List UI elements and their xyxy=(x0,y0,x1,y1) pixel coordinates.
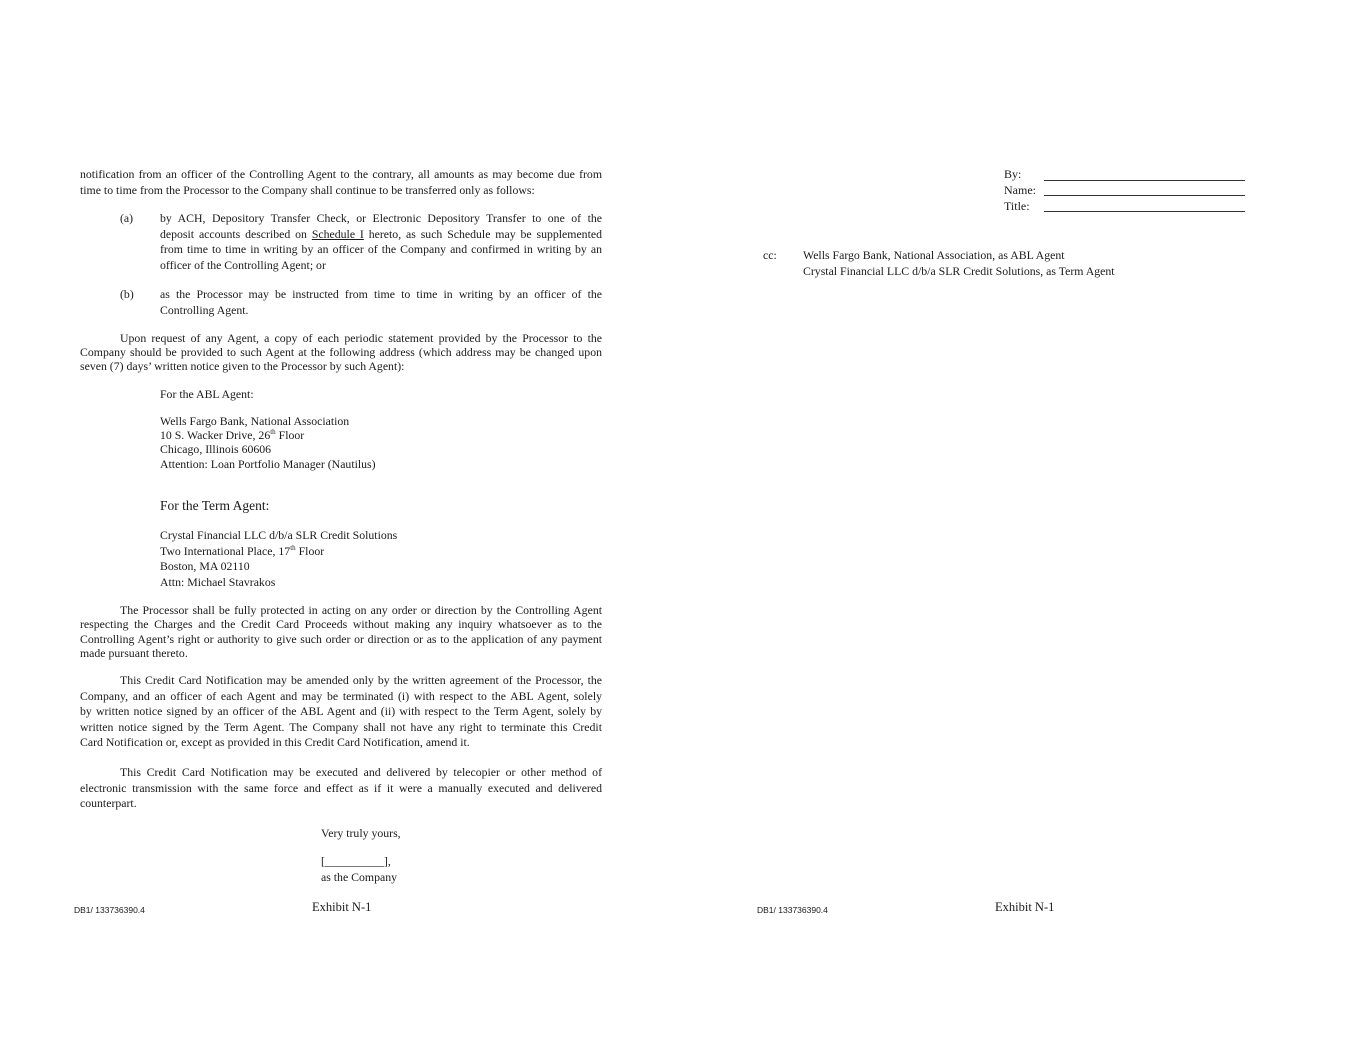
item-a-line xyxy=(160,227,602,243)
protection-line: The Processor shall be fully protected in acting on any order or direction by the Controlling Agent xyxy=(120,603,602,617)
item-b-line: Controlling Agent. xyxy=(160,302,249,317)
address-line: Boston, MA 02110 xyxy=(160,559,250,574)
exhibit-label: Exhibit N-1 xyxy=(312,900,372,914)
protection-paragraph xyxy=(80,603,602,660)
by-signature-line xyxy=(1044,180,1245,181)
item-a-text-pre: deposit accounts described on xyxy=(160,226,312,241)
amendment-line: This Credit Card Notification may be amended only by the written agreement of the Processor, the xyxy=(120,673,602,687)
item-b-text xyxy=(160,287,602,318)
closing-salutation: Very truly yours, xyxy=(321,826,401,840)
amendment-line: Company, and an officer of each Agent and may be terminated (i) with respect to the ABL Agent, solely xyxy=(80,688,602,703)
item-b xyxy=(120,287,602,319)
address-line: Crystal Financial LLC d/b/a SLR Credit Solutions xyxy=(160,528,398,542)
cc-recipients xyxy=(803,248,1115,279)
protection-line: respecting the Charges and the Credit Card Proceeds without making any inquiry whatsoever as to the xyxy=(80,617,602,632)
amendment-line: written notice signed by the Term Agent. The Company shall not have any right to terminate this Credit xyxy=(80,719,602,734)
cc-recipient: Crystal Financial LLC d/b/a SLR Credit Solutions, as Term Agent xyxy=(803,263,1115,278)
address-line: Chicago, Illinois 60606 xyxy=(160,442,272,457)
intro-line: time to time from the Processor to the Company shall continue to be transferred only as follows: xyxy=(80,182,535,197)
item-a-text xyxy=(160,211,602,273)
right-page xyxy=(683,0,1365,1055)
request-line: seven (7) days’ written notice given to the Processor by such Agent): xyxy=(80,359,405,374)
execution-line: counterpart. xyxy=(80,796,137,811)
abl-agent-address xyxy=(160,414,376,471)
protection-line: Controlling Agent’s right or authority to give such order or direction or as to the application of any payment xyxy=(80,631,602,646)
request-line: Company should be provided to such Agent at the following address (which address may be changed upon xyxy=(80,345,602,360)
intro-line: notification from an officer of the Controlling Agent to the contrary, all amounts as may become due from xyxy=(80,167,602,181)
execution-line: This Credit Card Notification may be executed and delivered by telecopier or other method of xyxy=(120,765,602,779)
title-signature-line xyxy=(1044,211,1245,212)
item-a-label: (a) xyxy=(120,211,134,225)
item-a xyxy=(120,211,602,275)
item-b-line: as the Processor may be instructed from time to time in writing by an officer of the xyxy=(160,287,602,301)
item-a-line: by ACH, Depository Transfer Check, or Electronic Depository Transfer to one of the xyxy=(160,211,602,225)
signatory-placeholder: [__________], xyxy=(321,854,391,868)
intro-paragraph xyxy=(80,167,602,198)
request-paragraph xyxy=(80,331,602,374)
by-label: By: xyxy=(1004,167,1022,181)
term-agent-address xyxy=(160,528,397,590)
cc-recipient: Wells Fargo Bank, National Association, as ABL Agent xyxy=(803,248,1065,262)
abl-agent-heading: For the ABL Agent: xyxy=(160,387,254,401)
exhibit-label: Exhibit N-1 xyxy=(995,900,1055,914)
name-signature-line xyxy=(1044,195,1245,196)
amendment-paragraph xyxy=(80,673,602,751)
company-signature-block xyxy=(321,854,397,885)
execution-paragraph xyxy=(80,765,602,812)
item-a-text-post: hereto, as such Schedule may be supplemented xyxy=(363,226,602,241)
request-line: Upon request of any Agent, a copy of each periodic statement provided by the Processor to the xyxy=(120,331,602,345)
execution-line: electronic transmission with the same force and effect as if it were a manually executed and delivered xyxy=(80,780,602,795)
address-line: Attn: Michael Stavrakos xyxy=(160,574,276,589)
address-line: Wells Fargo Bank, National Association xyxy=(160,414,350,428)
document-id: DB1/ 133736390.4 xyxy=(74,905,145,915)
address-line: Attention: Loan Portfolio Manager (Nautilus) xyxy=(160,456,376,471)
protection-line: made pursuant thereto. xyxy=(80,645,188,660)
address-line: 10 S. Wacker Drive, 26th Floor xyxy=(160,428,305,443)
address-line: Two International Place, 17th Floor xyxy=(160,543,325,558)
item-a-line: officer of the Controlling Agent; or xyxy=(160,257,326,272)
signatory-capacity: as the Company xyxy=(321,869,398,884)
schedule-i-reference: Schedule I xyxy=(311,226,364,241)
amendment-line: by written notice signed by an officer of the ABL Agent and (ii) with respect to the Term Agent, solely by xyxy=(80,704,602,719)
document-id: DB1/ 133736390.4 xyxy=(757,905,828,915)
cc-label: cc: xyxy=(763,248,777,262)
item-b-label: (b) xyxy=(120,287,134,301)
title-label: Title: xyxy=(1004,199,1030,213)
name-label: Name: xyxy=(1004,183,1036,197)
term-agent-heading: For the Term Agent: xyxy=(160,498,270,513)
item-a-line: from time to time in writing by an officer of the Company and confirmed in writing by an xyxy=(160,242,602,257)
left-page xyxy=(0,0,682,1055)
amendment-line: Card Notification or, except as provided in this Credit Card Notification, amend it. xyxy=(80,735,470,750)
